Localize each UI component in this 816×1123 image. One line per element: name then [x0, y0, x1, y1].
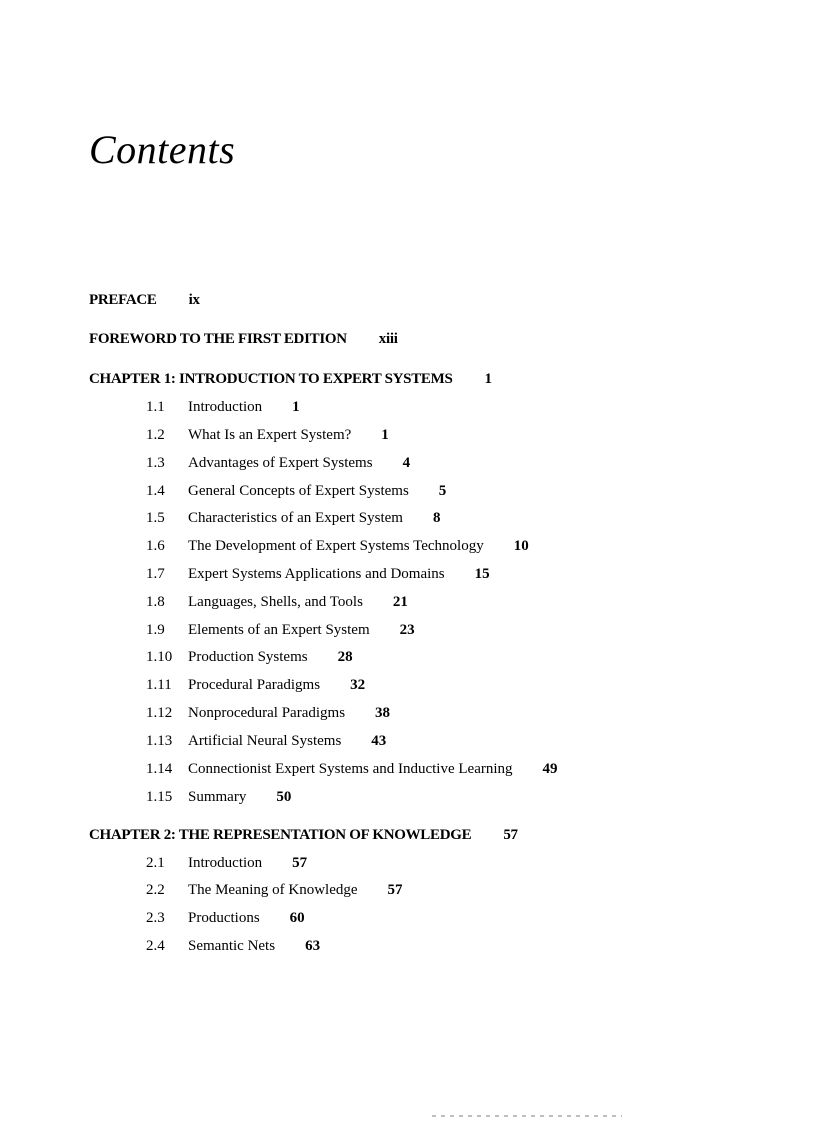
toc-section-number: 2.1 — [146, 855, 165, 871]
toc-subentry[interactable] — [146, 703, 390, 723]
toc-entry-label: Nonprocedural Paradigms — [188, 705, 346, 721]
toc-entry-label: Connectionist Expert Systems and Inductive Learning — [188, 761, 513, 777]
toc-subentry[interactable] — [146, 675, 365, 695]
toc-section-number: 1.8 — [146, 594, 165, 610]
toc-entry-label: FOREWORD TO THE FIRST EDITION — [89, 331, 347, 347]
toc-subentry[interactable] — [146, 536, 529, 556]
toc-entry-label: Productions — [188, 910, 260, 926]
toc-subentry[interactable] — [146, 787, 291, 807]
toc-section-number: 1.6 — [146, 538, 165, 554]
toc-page-number: ix — [188, 292, 200, 308]
table-of-contents — [89, 0, 789, 1123]
toc-page-number: 15 — [474, 566, 490, 582]
toc-page-number: 4 — [402, 455, 411, 471]
toc-entry-label: PREFACE — [89, 292, 157, 308]
toc-page-number: 32 — [350, 677, 366, 693]
toc-section-number: 1.14 — [146, 761, 173, 777]
toc-entry-preface[interactable] — [89, 290, 200, 310]
toc-page-number: 21 — [392, 594, 408, 610]
toc-section-number: 1.11 — [146, 677, 172, 693]
toc-entry-chapter-2[interactable] — [89, 825, 518, 845]
toc-subentry[interactable] — [146, 425, 389, 445]
toc-page-number: xiii — [378, 331, 398, 347]
toc-entry-label: Production Systems — [188, 649, 308, 665]
toc-subentry[interactable] — [146, 453, 410, 473]
toc-page-number: 57 — [503, 827, 518, 843]
toc-page-number: 5 — [438, 483, 447, 499]
toc-entry-label: Introduction — [188, 855, 263, 871]
toc-page-number: 28 — [337, 649, 353, 665]
toc-entry-label: General Concepts of Expert Systems — [188, 483, 409, 499]
toc-page-number: 38 — [375, 705, 391, 721]
toc-subentry[interactable] — [146, 508, 440, 528]
toc-subentry[interactable] — [146, 397, 300, 417]
toc-page-number: 1 — [292, 399, 300, 415]
toc-subentry[interactable] — [146, 592, 408, 612]
toc-page-number: 43 — [371, 733, 387, 749]
toc-page-number: 60 — [289, 910, 305, 926]
toc-section-number: 2.2 — [146, 882, 165, 898]
toc-entry-label: Semantic Nets — [188, 938, 276, 954]
toc-page-number: 49 — [542, 761, 558, 777]
toc-section-number: 1.3 — [146, 455, 165, 471]
toc-subentry[interactable] — [146, 936, 320, 956]
toc-page-number: 57 — [387, 882, 403, 898]
toc-subentry[interactable] — [146, 647, 353, 667]
toc-entry-label: Advantages of Expert Systems — [188, 455, 373, 471]
toc-entry-label: Characteristics of an Expert System — [188, 510, 403, 526]
toc-subentry[interactable] — [146, 564, 490, 584]
toc-section-number: 1.7 — [146, 566, 165, 582]
toc-page-number: 10 — [513, 538, 529, 554]
toc-subentry[interactable] — [146, 731, 386, 751]
toc-page-number: 1 — [381, 427, 389, 443]
toc-page-number: 1 — [484, 371, 492, 387]
toc-entry-label: The Meaning of Knowledge — [188, 882, 358, 898]
toc-page-number: 8 — [432, 510, 441, 526]
toc-entry-label: CHAPTER 1: INTRODUCTION TO EXPERT SYSTEMS — [89, 371, 453, 387]
toc-section-number: 2.3 — [146, 910, 165, 926]
toc-section-number: 1.12 — [146, 705, 173, 721]
toc-section-number: 2.4 — [146, 938, 165, 954]
toc-subentry[interactable] — [146, 481, 446, 501]
toc-subentry[interactable] — [146, 880, 403, 900]
toc-page-number: 63 — [305, 938, 321, 954]
toc-entry-label: Artificial Neural Systems — [188, 733, 342, 749]
toc-entry-chapter-1[interactable] — [89, 369, 492, 389]
toc-entry-label: CHAPTER 2: THE REPRESENTATION OF KNOWLEDGE — [89, 827, 472, 843]
scan-artifact — [432, 1115, 622, 1117]
toc-section-number: 1.9 — [146, 622, 165, 638]
toc-subentry[interactable] — [146, 853, 307, 873]
toc-page-number: 57 — [292, 855, 308, 871]
toc-section-number: 1.10 — [146, 649, 173, 665]
toc-section-number: 1.1 — [146, 399, 165, 415]
toc-subentry[interactable] — [146, 908, 305, 928]
toc-entry-label: The Development of Expert Systems Technology — [188, 538, 484, 554]
toc-entry-label: Elements of an Expert System — [188, 622, 370, 638]
toc-subentry[interactable] — [146, 759, 558, 779]
toc-entry-label: Summary — [188, 789, 247, 805]
toc-section-number: 1.13 — [146, 733, 173, 749]
toc-page-number: 23 — [399, 622, 415, 638]
toc-page-number: 50 — [276, 789, 292, 805]
toc-entry-label: Languages, Shells, and Tools — [188, 594, 363, 610]
toc-entry-label: What Is an Expert System? — [188, 427, 352, 443]
toc-entry-foreword[interactable] — [89, 329, 398, 349]
toc-entry-label: Introduction — [188, 399, 263, 415]
toc-section-number: 1.5 — [146, 510, 165, 526]
toc-section-number: 1.2 — [146, 427, 165, 443]
toc-subentry[interactable] — [146, 620, 415, 640]
toc-section-number: 1.4 — [146, 483, 165, 499]
toc-section-number: 1.15 — [146, 789, 173, 805]
toc-entry-label: Expert Systems Applications and Domains — [188, 566, 445, 582]
toc-entry-label: Procedural Paradigms — [188, 677, 321, 693]
page-title: Contents — [89, 127, 236, 172]
